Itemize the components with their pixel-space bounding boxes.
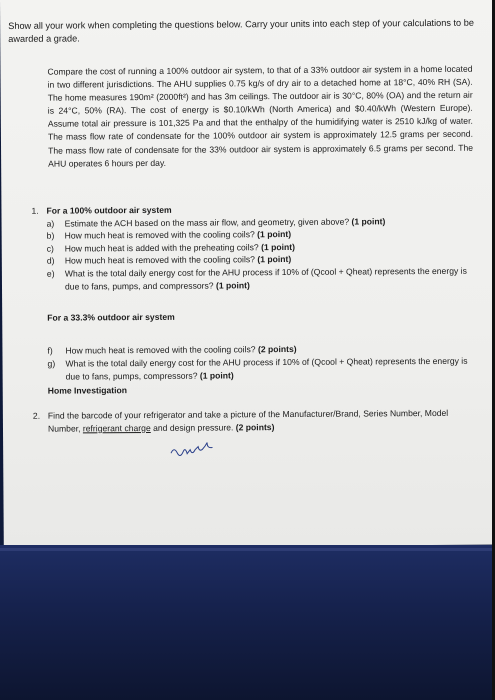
- item-points: (1 point): [215, 279, 250, 291]
- question-1-part-2: [32, 342, 482, 384]
- handwritten-scribble: [168, 440, 228, 460]
- question-2: [33, 407, 473, 436]
- item-points: (1 point): [257, 254, 292, 265]
- item-points: (1 point): [257, 229, 292, 240]
- item-question: What is the total daily energy cost for the AHU process if 10% of (Qcool + Qheat) represents the energy is due to fans, pumps, compressors?: [65, 355, 468, 382]
- question-1-items: [32, 214, 483, 293]
- question-2-text-b: and design pressure.: [150, 422, 234, 433]
- item-label: d): [46, 256, 55, 267]
- question-1-part-2-items: [32, 342, 482, 384]
- question-1-heading: For a 100% outdoor air system: [46, 204, 172, 216]
- item-question: How much heat is added with the preheating coils?: [64, 241, 259, 254]
- item-points: (2 points): [257, 343, 297, 355]
- instructions-text: Show all your work when completing the questions below. Carry your units into each step of your calculations to be awarded a grade.: [8, 17, 474, 44]
- item-label: a): [46, 218, 55, 229]
- home-investigation-heading: Home Investigation: [47, 385, 128, 396]
- item-points: (1 point): [199, 369, 234, 381]
- question-1: [31, 202, 482, 293]
- item-label: c): [46, 243, 54, 254]
- question-2-number: 2.: [32, 410, 41, 421]
- question-item-g: [47, 354, 482, 383]
- question-2-text-a: Find the barcode of your refrigerator and take a picture of the Manufacturer/Brand, Series Number, Model Number,: [47, 407, 449, 434]
- question-2-points: (2 points): [235, 421, 275, 433]
- question-1-number: 1.: [31, 205, 39, 216]
- paper-shadow-edge: [0, 548, 495, 551]
- item-label: e): [46, 268, 55, 279]
- item-question: What is the total daily energy cost for the AHU process if 10% of (Qcool + Qheat) represents the energy is due to fans, pumps, and compressors?: [64, 265, 467, 292]
- item-text: [65, 354, 482, 383]
- item-label: g): [47, 358, 56, 369]
- item-question: How much heat is removed with the cooling coils?: [65, 344, 256, 356]
- item-question: How much heat is removed with the cooling coils?: [64, 254, 255, 266]
- item-label: f): [47, 345, 53, 356]
- section-heading-33: For a 33.3% outdoor air system: [47, 311, 175, 323]
- question-2-underlined: refrigerant charge: [82, 422, 151, 434]
- question-2-text: [48, 407, 473, 436]
- item-text: [65, 265, 482, 293]
- problem-paragraph: Compare the cost of running a 100% outdoor air system, to that of a 33% outdoor air system in a home located in two different jurisdictions. The AHU supplies 0.75 kg/s of dry air to a detached home at 18°C, 40% RH (SA). The home measures 190m² (2000ft²) and has 3m ceilings. The outdoor air is 30°C, 80% (OA) and the return air is 24°C, 50% (RA). The cost of energy is $0.10/kWh (North America) and $0.40/kWh (Western Europe). Assume total air pressure is 101,325 Pa and that the enthalpy of the humidifying water is 2510 kJ/kg of water. The mass flow rate of condensate for the 100% outdoor air system is approximately 12.5 grams per second. The mass flow rate of condensate for the 33% outdoor air system is approximately 6.5 grams per second. The AHU operates 6 hours per day.: [47, 63, 474, 169]
- item-label: b): [46, 230, 55, 241]
- item-points: (1 point): [261, 241, 295, 252]
- item-question: How much heat is removed with the cooling coils?: [64, 229, 255, 241]
- item-points: (1 point): [351, 215, 386, 227]
- dark-background-area: [0, 545, 495, 700]
- question-item-e: [47, 265, 482, 293]
- item-question: Estimate the ACH based on the mass air flow, and geometry, given above?: [64, 216, 350, 229]
